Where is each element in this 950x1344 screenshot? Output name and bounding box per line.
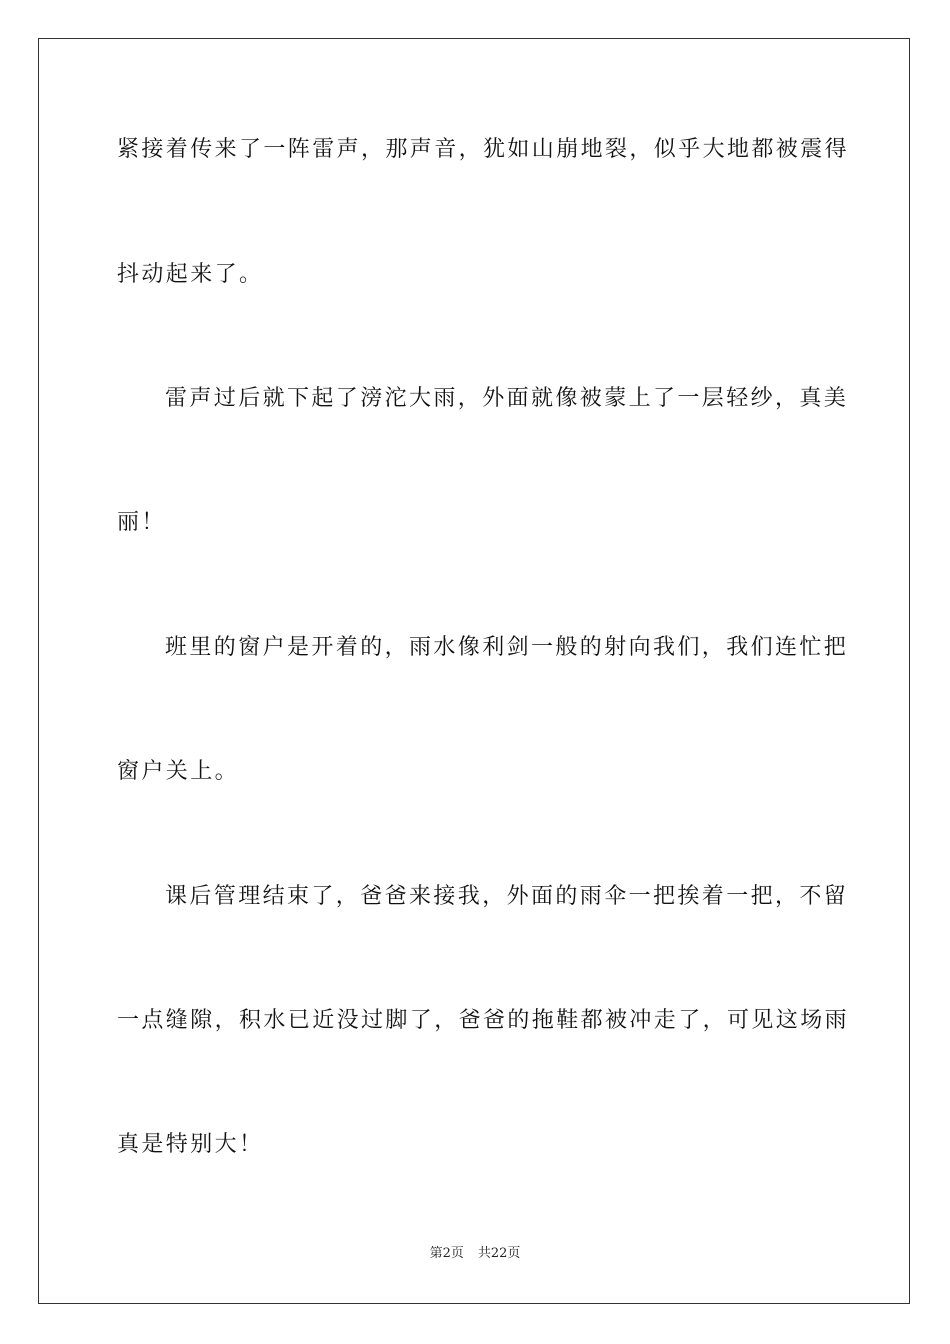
paragraph-line: 抖动起来了。 (117, 262, 264, 287)
paragraph-line: 紧接着传来了一阵雷声，那声音，犹如山崩地裂，似乎大地都被震得 (117, 137, 850, 162)
paragraph-line: 真是特别大！ (117, 1132, 264, 1157)
page-footer (0, 1246, 950, 1262)
paragraph-line: 一点缝隙，积水已近没过脚了，爸爸的拖鞋都被冲走了，可见这场雨 (117, 1008, 850, 1033)
paragraph-line: 雷声过后就下起了滂沱大雨，外面就像被蒙上了一层轻纱，真美 (165, 386, 849, 411)
paragraph-line: 课后管理结束了，爸爸来接我，外面的雨伞一把挨着一把，不留 (165, 884, 849, 909)
page-number: 第2页 (429, 1246, 464, 1261)
paragraph-line: 班里的窗户是开着的，雨水像利剑一般的射向我们，我们连忙把 (165, 635, 849, 660)
paragraph-line: 窗户关上。 (117, 759, 240, 784)
page-total: 共22页 (477, 1246, 521, 1261)
paragraph-line: 丽！ (117, 510, 166, 535)
page-frame (38, 38, 910, 1304)
